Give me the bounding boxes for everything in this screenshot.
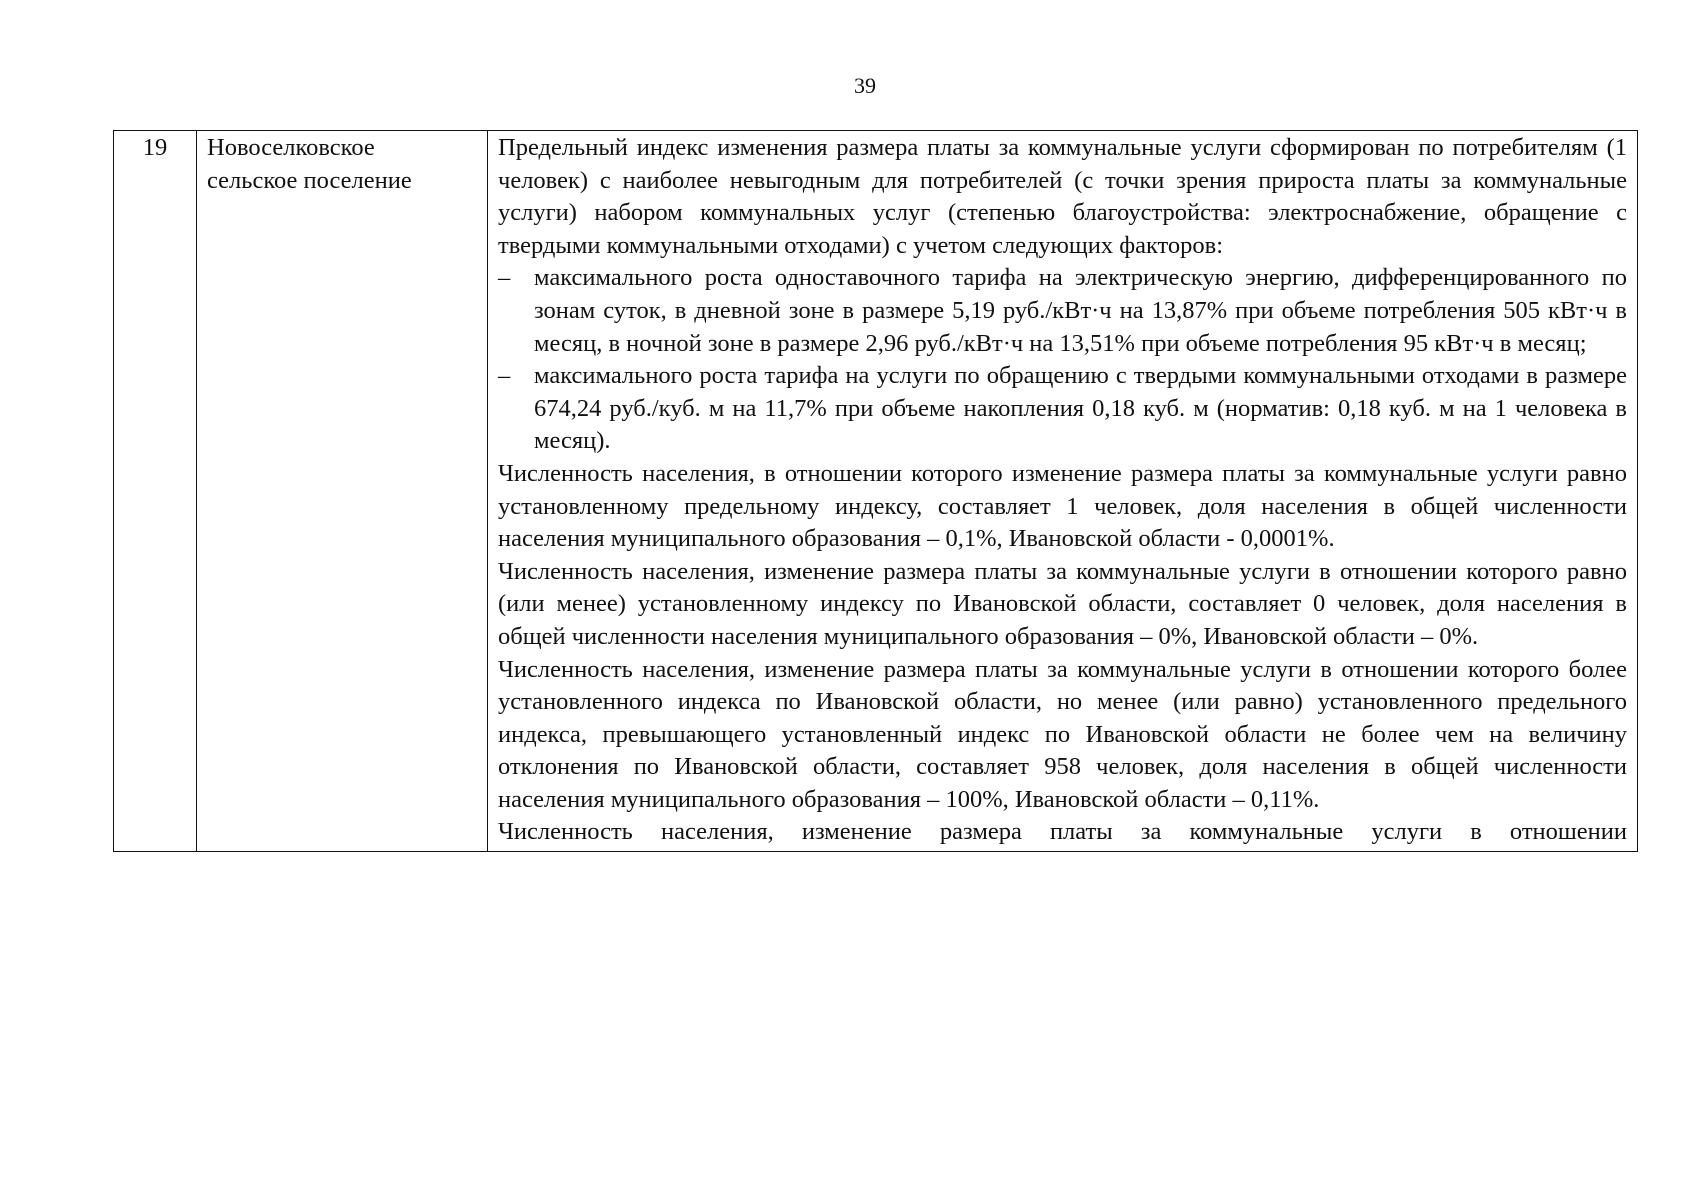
- bullet-text-electricity: максимального роста одноставочного тарифа на электрическую энергию, дифференцированного по зонам суток, в дневной зоне в размере 5,19 руб./кВт·ч на 13,87% при объеме потребления 505 кВт·ч в месяц, в ночной зоне в размере 2,96 руб./кВт·ч на 13,51% при объеме потребления 95 кВт·ч в месяц;: [534, 264, 1627, 357]
- table-row: [114, 131, 1638, 852]
- bullet-text-waste: максимального роста тарифа на услуги по обращению с твердыми коммунальными отходами в размере 674,24 руб./куб. м на 11,7% при объеме накопления 0,18 куб. м (норматив: 0,18 куб. м на 1 человека в месяц).: [534, 362, 1627, 455]
- population-paragraph-3: Численность населения, изменение размера платы за коммунальные услуги в отношении которого более установленного индекса по Ивановской области, но менее (или равно) установленного предельного индекса, превышающего установленный индекс по Ивановской области не более чем на величину отклонения по Ивановской области, составляет 958 человек, доля населения в общей численности населения муниципального образования – 100%, Ивановской области – 0,11%.: [498, 655, 1627, 813]
- description-cell: [488, 131, 1638, 852]
- dash-bullet: –: [498, 362, 511, 390]
- municipality-name-line-2: сельское поселение: [207, 166, 412, 194]
- municipality-name-cell: [197, 131, 488, 852]
- municipality-name-line-1: Новоселковское: [207, 134, 375, 161]
- document-table: [113, 130, 1638, 852]
- list-item: [498, 262, 1627, 360]
- population-paragraph-1: Численность населения, в отношении которого изменение размера платы за коммунальные услуги равно установленному предельному индексу, составляет 1 человек, доля населения в общей численности населения муниципального образования – 0,1%, Ивановской области - 0,0001%.: [498, 459, 1627, 553]
- row-number: 19: [142, 134, 168, 161]
- row-number-cell: [114, 131, 197, 852]
- intro-paragraph: Предельный индекс изменения размера платы за коммунальные услуги сформирован по потребителям (1 человек) с наиболее невыгодным для потребителей (с точки зрения прироста платы за коммунальные услуги) набором коммунальных услуг (степенью благоустройства: электроснабжение, обращение с твердыми коммунальными отходами) с учетом следующих факторов:: [498, 134, 1627, 259]
- list-item: [498, 360, 1627, 458]
- page-number: 39: [854, 73, 876, 98]
- population-paragraph-2: Численность населения, изменение размера платы за коммунальные услуги в отношении которого равно (или менее) установленному индексу по Ивановской области, составляет 0 человек, доля населения в общей численности населения муниципального образования – 0%, Ивановской области – 0%.: [498, 557, 1627, 650]
- dash-bullet: –: [498, 264, 511, 292]
- population-paragraph-4: Численность населения, изменение размера платы за коммунальные услуги в отношении: [498, 818, 1627, 846]
